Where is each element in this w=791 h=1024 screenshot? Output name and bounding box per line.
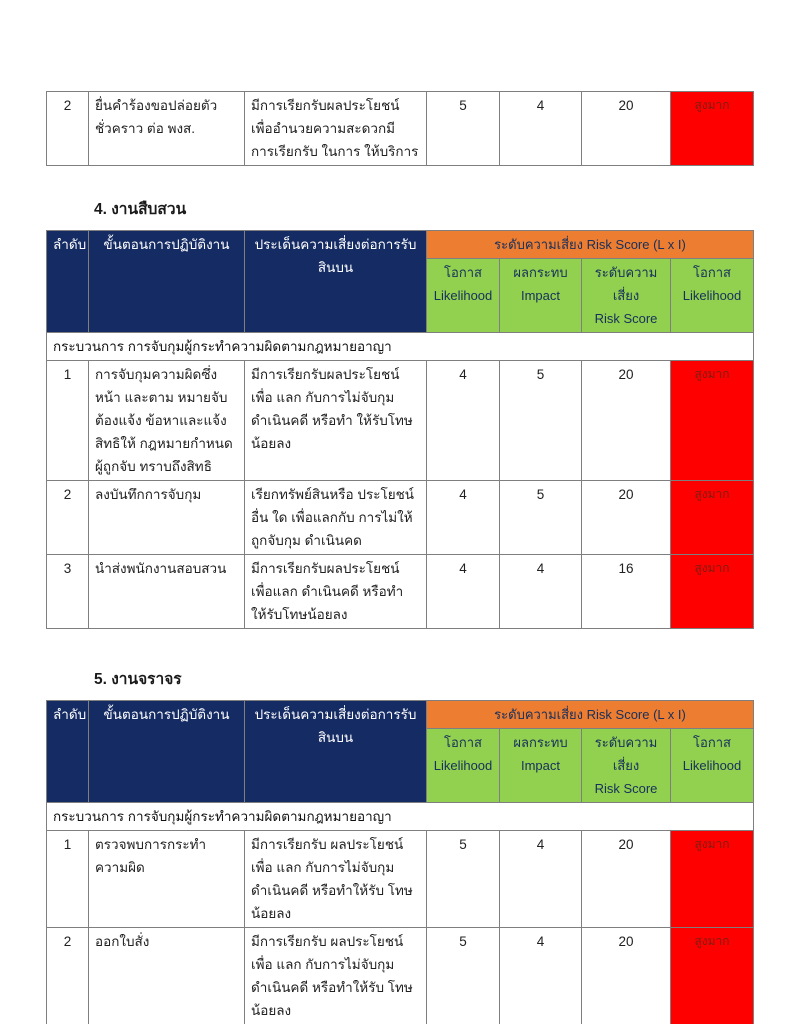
col-header-index: ลำดับ [47, 231, 89, 333]
process-row [47, 333, 754, 361]
col-header-risk-score-th: ระดับความเสี่ยง [594, 735, 658, 773]
likelihood-cell: 4 [427, 481, 500, 555]
col-header-impact [500, 729, 582, 803]
col-header-impact-th: ผลกระทบ [513, 735, 568, 750]
likelihood-cell: 5 [427, 92, 500, 166]
col-header-likelihood-en: Likelihood [433, 758, 493, 773]
step-cell: ออกใบสั่ง [89, 928, 245, 1024]
risk-cell: มีการเรียกรับผลประโยชน์ เพื่อแลก ดำเนินคดี หรือทำ ให้รับโทษน้อยลง [245, 555, 427, 629]
table-row [47, 481, 754, 555]
col-header-risk-score-en: Risk Score [594, 781, 658, 796]
col-header-level-en: Likelihood [682, 758, 742, 773]
section-4-risk-table [46, 230, 754, 629]
table-header-row [47, 231, 754, 259]
row-index-cell: 1 [47, 831, 89, 928]
col-header-level [671, 729, 754, 803]
col-header-risk: ประเด็นความเสี่ยงต่อการรับสินบน [245, 701, 427, 803]
risk-score-cell: 20 [582, 831, 671, 928]
risk-level-badge-cell: สูงมาก [671, 481, 754, 555]
risk-level-badge-cell: สูงมาก [671, 92, 754, 166]
impact-cell: 4 [500, 831, 582, 928]
section-5-risk-table [46, 700, 754, 1024]
col-header-impact-en: Impact [520, 758, 560, 773]
col-header-likelihood-th: โอกาส [444, 735, 482, 750]
risk-score-cell: 20 [582, 481, 671, 555]
risk-cell: มีการเรียกรับผลประโยชน์ เพื่ออำนวยความสะดวกมี การเรียกรับ ในการ ให้บริการ [245, 92, 427, 166]
risk-cell: เรียกทรัพย์สินหรือ ประโยชน์อื่น ใด เพื่อแลกกับ การไม่ให้ถูกจับกุม ดำเนินคด [245, 481, 427, 555]
risk-score-cell: 20 [582, 361, 671, 481]
row-index-cell: 3 [47, 555, 89, 629]
risk-table-fragment [46, 91, 754, 166]
col-header-likelihood-th: โอกาส [444, 265, 482, 280]
impact-cell: 4 [500, 555, 582, 629]
col-header-step: ขั้นตอนการปฏิบัติงาน [89, 231, 245, 333]
impact-cell: 5 [500, 361, 582, 481]
col-header-step: ขั้นตอนการปฏิบัติงาน [89, 701, 245, 803]
col-header-impact [500, 259, 582, 333]
row-index-cell: 2 [47, 928, 89, 1024]
col-header-impact-en: Impact [520, 288, 560, 303]
section-4-title: 4. งานสืบสวน [94, 201, 187, 218]
table-row [47, 361, 754, 481]
risk-cell: มีการเรียกรับ ผลประโยชน์ เพื่อ แลก กับการไม่จับกุม ดำเนินคดี หรือทำให้รับ โทษ น้อยลง [245, 831, 427, 928]
col-header-risk-score [582, 259, 671, 333]
section-5-title: 5. งานจราจร [94, 671, 182, 688]
process-label: กระบวนการ การจับกุมผู้กระทำความผิดตามกฎหมายอาญา [47, 333, 754, 361]
step-cell: ลงบันทึกการจับกุม [89, 481, 245, 555]
risk-score-cell: 16 [582, 555, 671, 629]
risk-level-badge-cell: สูงมาก [671, 555, 754, 629]
col-header-risk-score [582, 729, 671, 803]
col-header-impact-th: ผลกระทบ [513, 265, 568, 280]
risk-cell: มีการเรียกรับ ผลประโยชน์ เพื่อ แลก กับการไม่จับกุม ดำเนินคดี หรือทำให้รับ โทษ น้อยลง [245, 928, 427, 1024]
table-row [47, 928, 754, 1024]
likelihood-cell: 5 [427, 928, 500, 1024]
step-cell: ยื่นคำร้องขอปล่อยตัวชั่วคราว ต่อ พงส. [89, 92, 245, 166]
row-index-cell: 2 [47, 481, 89, 555]
step-cell: การจับกุมความผิดซึ่งหน้า และตาม หมายจับ ต้องแจ้ง ข้อหาและแจ้งสิทธิให้ กฎหมายกำหนด ผู้ถูกจับ ทราบถึงสิทธิ [89, 361, 245, 481]
risk-level-badge-cell: สูงมาก [671, 831, 754, 928]
impact-cell: 4 [500, 92, 582, 166]
col-header-risk-score-en: Risk Score [594, 311, 658, 326]
risk-score-cell: 20 [582, 92, 671, 166]
col-header-risk: ประเด็นความเสี่ยงต่อการรับสินบน [245, 231, 427, 333]
likelihood-cell: 4 [427, 361, 500, 481]
table-row [47, 555, 754, 629]
row-index-cell: 1 [47, 361, 89, 481]
risk-level-badge-cell: สูงมาก [671, 928, 754, 1024]
risk-score-cell: 20 [582, 928, 671, 1024]
process-row [47, 803, 754, 831]
likelihood-cell: 5 [427, 831, 500, 928]
col-header-level-th: โอกาส [693, 735, 731, 750]
col-header-likelihood-en: Likelihood [433, 288, 493, 303]
col-header-level [671, 259, 754, 333]
col-header-risk-score-group: ระดับความเสี่ยง Risk Score (L x I) [427, 231, 754, 259]
col-header-likelihood [427, 259, 500, 333]
step-cell: ตรวจพบการกระทำ ความผิด [89, 831, 245, 928]
col-header-index: ลำดับ [47, 701, 89, 803]
process-label: กระบวนการ การจับกุมผู้กระทำความผิดตามกฎหมายอาญา [47, 803, 754, 831]
step-cell: นำส่งพนักงานสอบสวน [89, 555, 245, 629]
row-index-cell: 2 [47, 92, 89, 166]
table-row [47, 92, 754, 166]
col-header-likelihood [427, 729, 500, 803]
impact-cell: 5 [500, 481, 582, 555]
col-header-risk-score-group: ระดับความเสี่ยง Risk Score (L x I) [427, 701, 754, 729]
likelihood-cell: 4 [427, 555, 500, 629]
table-header-row [47, 701, 754, 729]
col-header-risk-score-th: ระดับความเสี่ยง [594, 265, 658, 303]
table-row [47, 831, 754, 928]
col-header-level-en: Likelihood [682, 288, 742, 303]
impact-cell: 4 [500, 928, 582, 1024]
risk-level-badge-cell: สูงมาก [671, 361, 754, 481]
risk-cell: มีการเรียกรับผลประโยชน์เพื่อ แลก กับการไม่จับกุม ดำเนินคดี หรือทำ ให้รับโทษ น้อยลง [245, 361, 427, 481]
col-header-level-th: โอกาส [693, 265, 731, 280]
